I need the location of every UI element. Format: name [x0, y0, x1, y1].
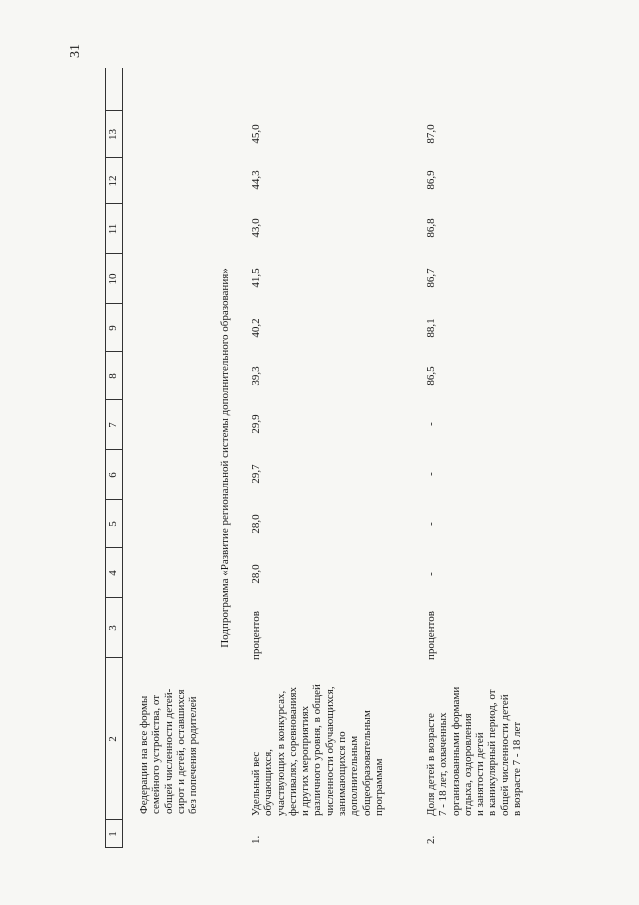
value-cell: 86,9	[425, 170, 437, 190]
header-bottom-line	[122, 68, 123, 848]
row-number: 1.	[250, 835, 262, 844]
header-top-line	[105, 68, 106, 848]
unit-label: процентов	[250, 611, 262, 660]
value-cell: -	[425, 472, 437, 476]
column-number: 3	[107, 625, 119, 631]
subprogram-title: Подпрограмма «Развитие региональной системы дополнительного образования»	[219, 268, 231, 648]
value-cell: 45,0	[250, 124, 262, 144]
column-number: 9	[107, 325, 119, 331]
value-cell: -	[425, 572, 437, 576]
indicator-text: Удельный вес обучающихся, участвующих в конкурсах, фестивалях, соревнованиях и других мероприятиях различного уровня, в общей численности обучающихся, занимающихся по дополнительным общеобразовательным программам	[250, 684, 385, 816]
indicator-text: Доля детей в возрасте 7 - 18 лет, охваченных организованными формами отдыха, оздоровления и занятости детей в каникулярный период, от общей численности детей в возрасте 7 - 18 лет	[425, 686, 524, 816]
value-cell: 28,0	[250, 564, 262, 584]
page-number: 31	[68, 44, 83, 58]
column-number: 13	[107, 129, 119, 140]
unit-label: процентов	[425, 611, 437, 660]
value-cell: 86,5	[425, 366, 437, 386]
column-number: 12	[107, 175, 119, 187]
column-number: 6	[107, 472, 119, 478]
rotated-table	[105, 68, 524, 848]
value-cell: 28,0	[250, 514, 262, 534]
column-number: 11	[107, 223, 119, 235]
column-number: 1	[107, 831, 119, 837]
column-number: 5	[107, 521, 119, 527]
value-cell: -	[425, 422, 437, 426]
value-cell: 43,0	[250, 218, 262, 238]
value-cell: 86,8	[425, 218, 437, 238]
value-cell: 87,0	[425, 124, 437, 144]
value-cell: 40,2	[250, 318, 262, 338]
value-cell: 88,1	[425, 318, 437, 338]
value-cell: 29,7	[250, 464, 262, 484]
value-cell: 39,3	[250, 366, 262, 386]
value-cell: 86,7	[425, 268, 437, 288]
value-cell: 41,5	[250, 268, 262, 288]
row-number: 2.	[425, 835, 437, 844]
value-cell: 44,3	[250, 170, 262, 190]
column-number: 2	[107, 736, 119, 742]
column-number: 10	[107, 273, 119, 285]
column-number: 8	[107, 373, 119, 379]
continuation-text: Федерации на все формы семейного устройства, от общей численности детей- сирот и детей, оставшихся без попечения родителей	[138, 688, 200, 814]
value-cell: 29,9	[250, 414, 262, 434]
column-number: 4	[107, 570, 119, 576]
column-number: 7	[107, 422, 119, 428]
value-cell: -	[425, 522, 437, 526]
